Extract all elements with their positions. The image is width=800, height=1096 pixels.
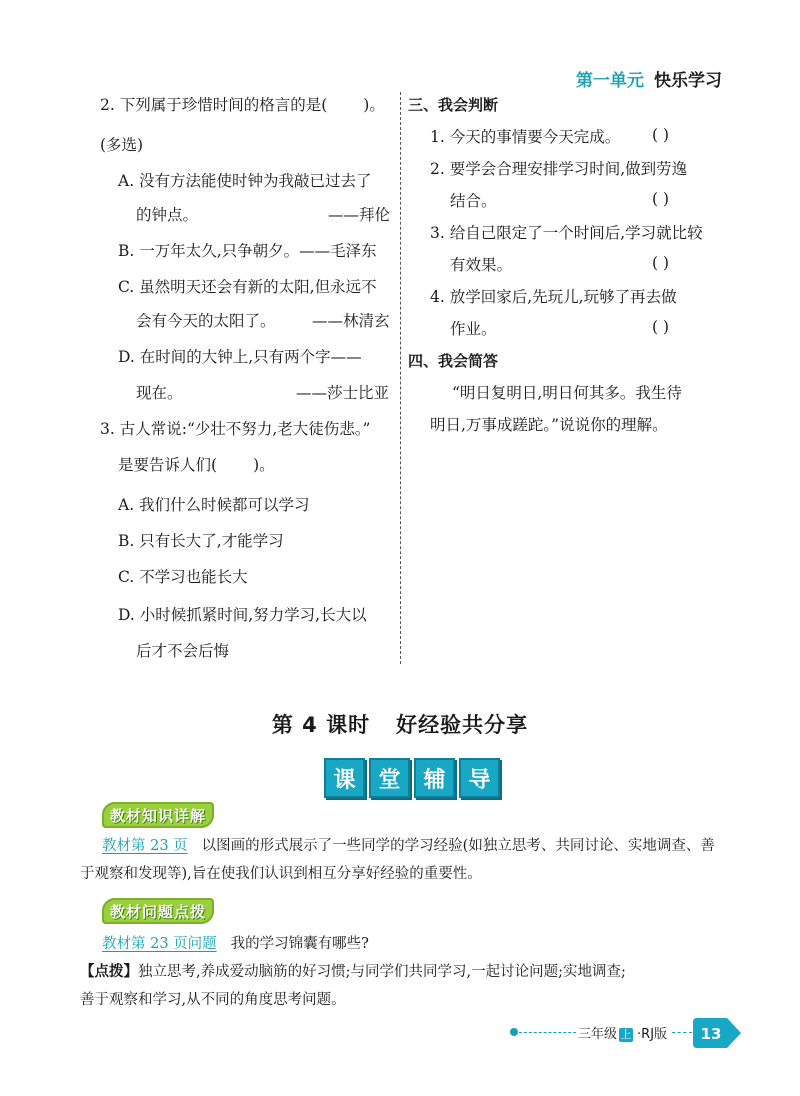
qa-tag: 教材问题点拨 [102,898,214,924]
answer-prompt-cont: 明日,万事成蹉跎。”说说你的理解。 [430,416,668,434]
lesson-number: 第 4 课时 [271,713,371,737]
judge-1-answer-blank[interactable]: ( ) [652,126,670,144]
judge-2-cont: 结合。 [450,192,497,210]
judge-3: 3. 给自己限定了一个时间后,学习就比较 [430,224,703,242]
qa-paragraph: 教材第 23 页问题 我的学习锦囊有哪些? 【点拨】独立思考,养成爱动脑筋的好习惯;与同学们共同学习,一起讨论问题;实地调查; 善于观察和学习,从不同的角度思考问题。 [80,936,626,1008]
page-number: 13 [700,1025,722,1043]
q3-option-d: D. 小时候抓紧时间,努力学习,长大以 [118,606,367,624]
qa-page-ref: 教材第 23 页问题 [102,936,217,952]
footer-rule-2 [672,1032,692,1033]
q2-stem: 2. 下列属于珍惜时间的格言的是( )。 [100,96,385,114]
banner-char: 课 [324,758,365,798]
banner-char: 辅 [414,758,455,798]
lesson-name: 好经验共分享 [396,713,529,737]
section-banner [324,758,500,796]
q2-option-c: C. 虽然明天还会有新的太阳,但永远不 [118,278,377,296]
qa-question: 我的学习锦囊有哪些? [230,936,369,952]
unit-label: 第一单元 [576,71,644,91]
q2-option-a-author: ——拜伦 [328,206,391,224]
banner-char: 堂 [369,758,410,798]
q3-option-b: B. 只有长大了,才能学习 [118,532,284,550]
lesson-title [0,709,800,739]
q2-option-d-author: ——莎士比亚 [296,384,390,402]
judge-2-answer-blank[interactable]: ( ) [652,190,670,208]
section-4-title: 四、我会简答 [408,352,499,370]
judge-3-answer-blank[interactable]: ( ) [652,254,670,272]
knowledge-page-ref: 教材第 23 页 [102,838,188,854]
column-divider [400,92,401,664]
judge-3-cont: 有效果。 [450,256,513,274]
q2-option-a-cont: 的钟点。 [136,206,199,224]
q2-option-d: D. 在时间的大钟上,只有两个字—— [118,348,362,366]
section-3-title: 三、我会判断 [408,96,499,114]
q2-option-c-cont: 会有今天的太阳了。 [136,312,276,330]
judge-4-answer-blank[interactable]: ( ) [652,318,670,336]
judge-4-cont: 作业。 [450,320,497,338]
judge-2: 2. 要学会合理安排学习时间,做到劳逸 [430,160,688,178]
answer-prompt: “明日复明日,明日何其多。我生待 [452,384,682,402]
judge-4: 4. 放学回家后,先玩儿,玩够了再去做 [430,288,677,306]
footer-grade: 三年级 上 ·RJ版 [576,1023,669,1042]
q2-option-d-cont: 现在。 [136,384,183,402]
term-mark: 上 [620,1028,632,1041]
q2-option-c-author: ——林清玄 [312,312,390,330]
banner-char: 导 [459,758,500,798]
q2-option-b: B. 一万年太久,只争朝夕。——毛泽东 [118,242,377,260]
unit-title: 快乐学习 [654,71,722,91]
q2-option-a: A. 没有方法能使时钟为我敲已过去了 [118,172,372,190]
q3-option-d-cont: 后才不会后悔 [136,642,230,660]
qa-label: 【点拨】 [80,963,138,980]
knowledge-tag: 教材知识详解 [102,802,214,828]
page-number-badge [693,1018,741,1048]
q2-note: (多选) [100,136,144,154]
q3-stem: 3. 古人常说:“少壮不努力,老大徒伤悲。” [100,420,371,438]
q3-option-c: C. 不学习也能长大 [118,568,248,586]
q3-option-a: A. 我们什么时候都可以学习 [118,496,310,514]
knowledge-paragraph: 教材第 23 页 以图画的形式展示了一些同学的学习经验(如独立思考、共同讨论、实地调查、善 于观察和发现等),旨在使我们认识到相互分享好经验的重要性。 [80,838,715,882]
judge-1: 1. 今天的事情要今天完成。 [430,128,621,146]
q3-stem-cont: 是要告诉人们( )。 [118,456,275,474]
unit-header [576,66,722,91]
